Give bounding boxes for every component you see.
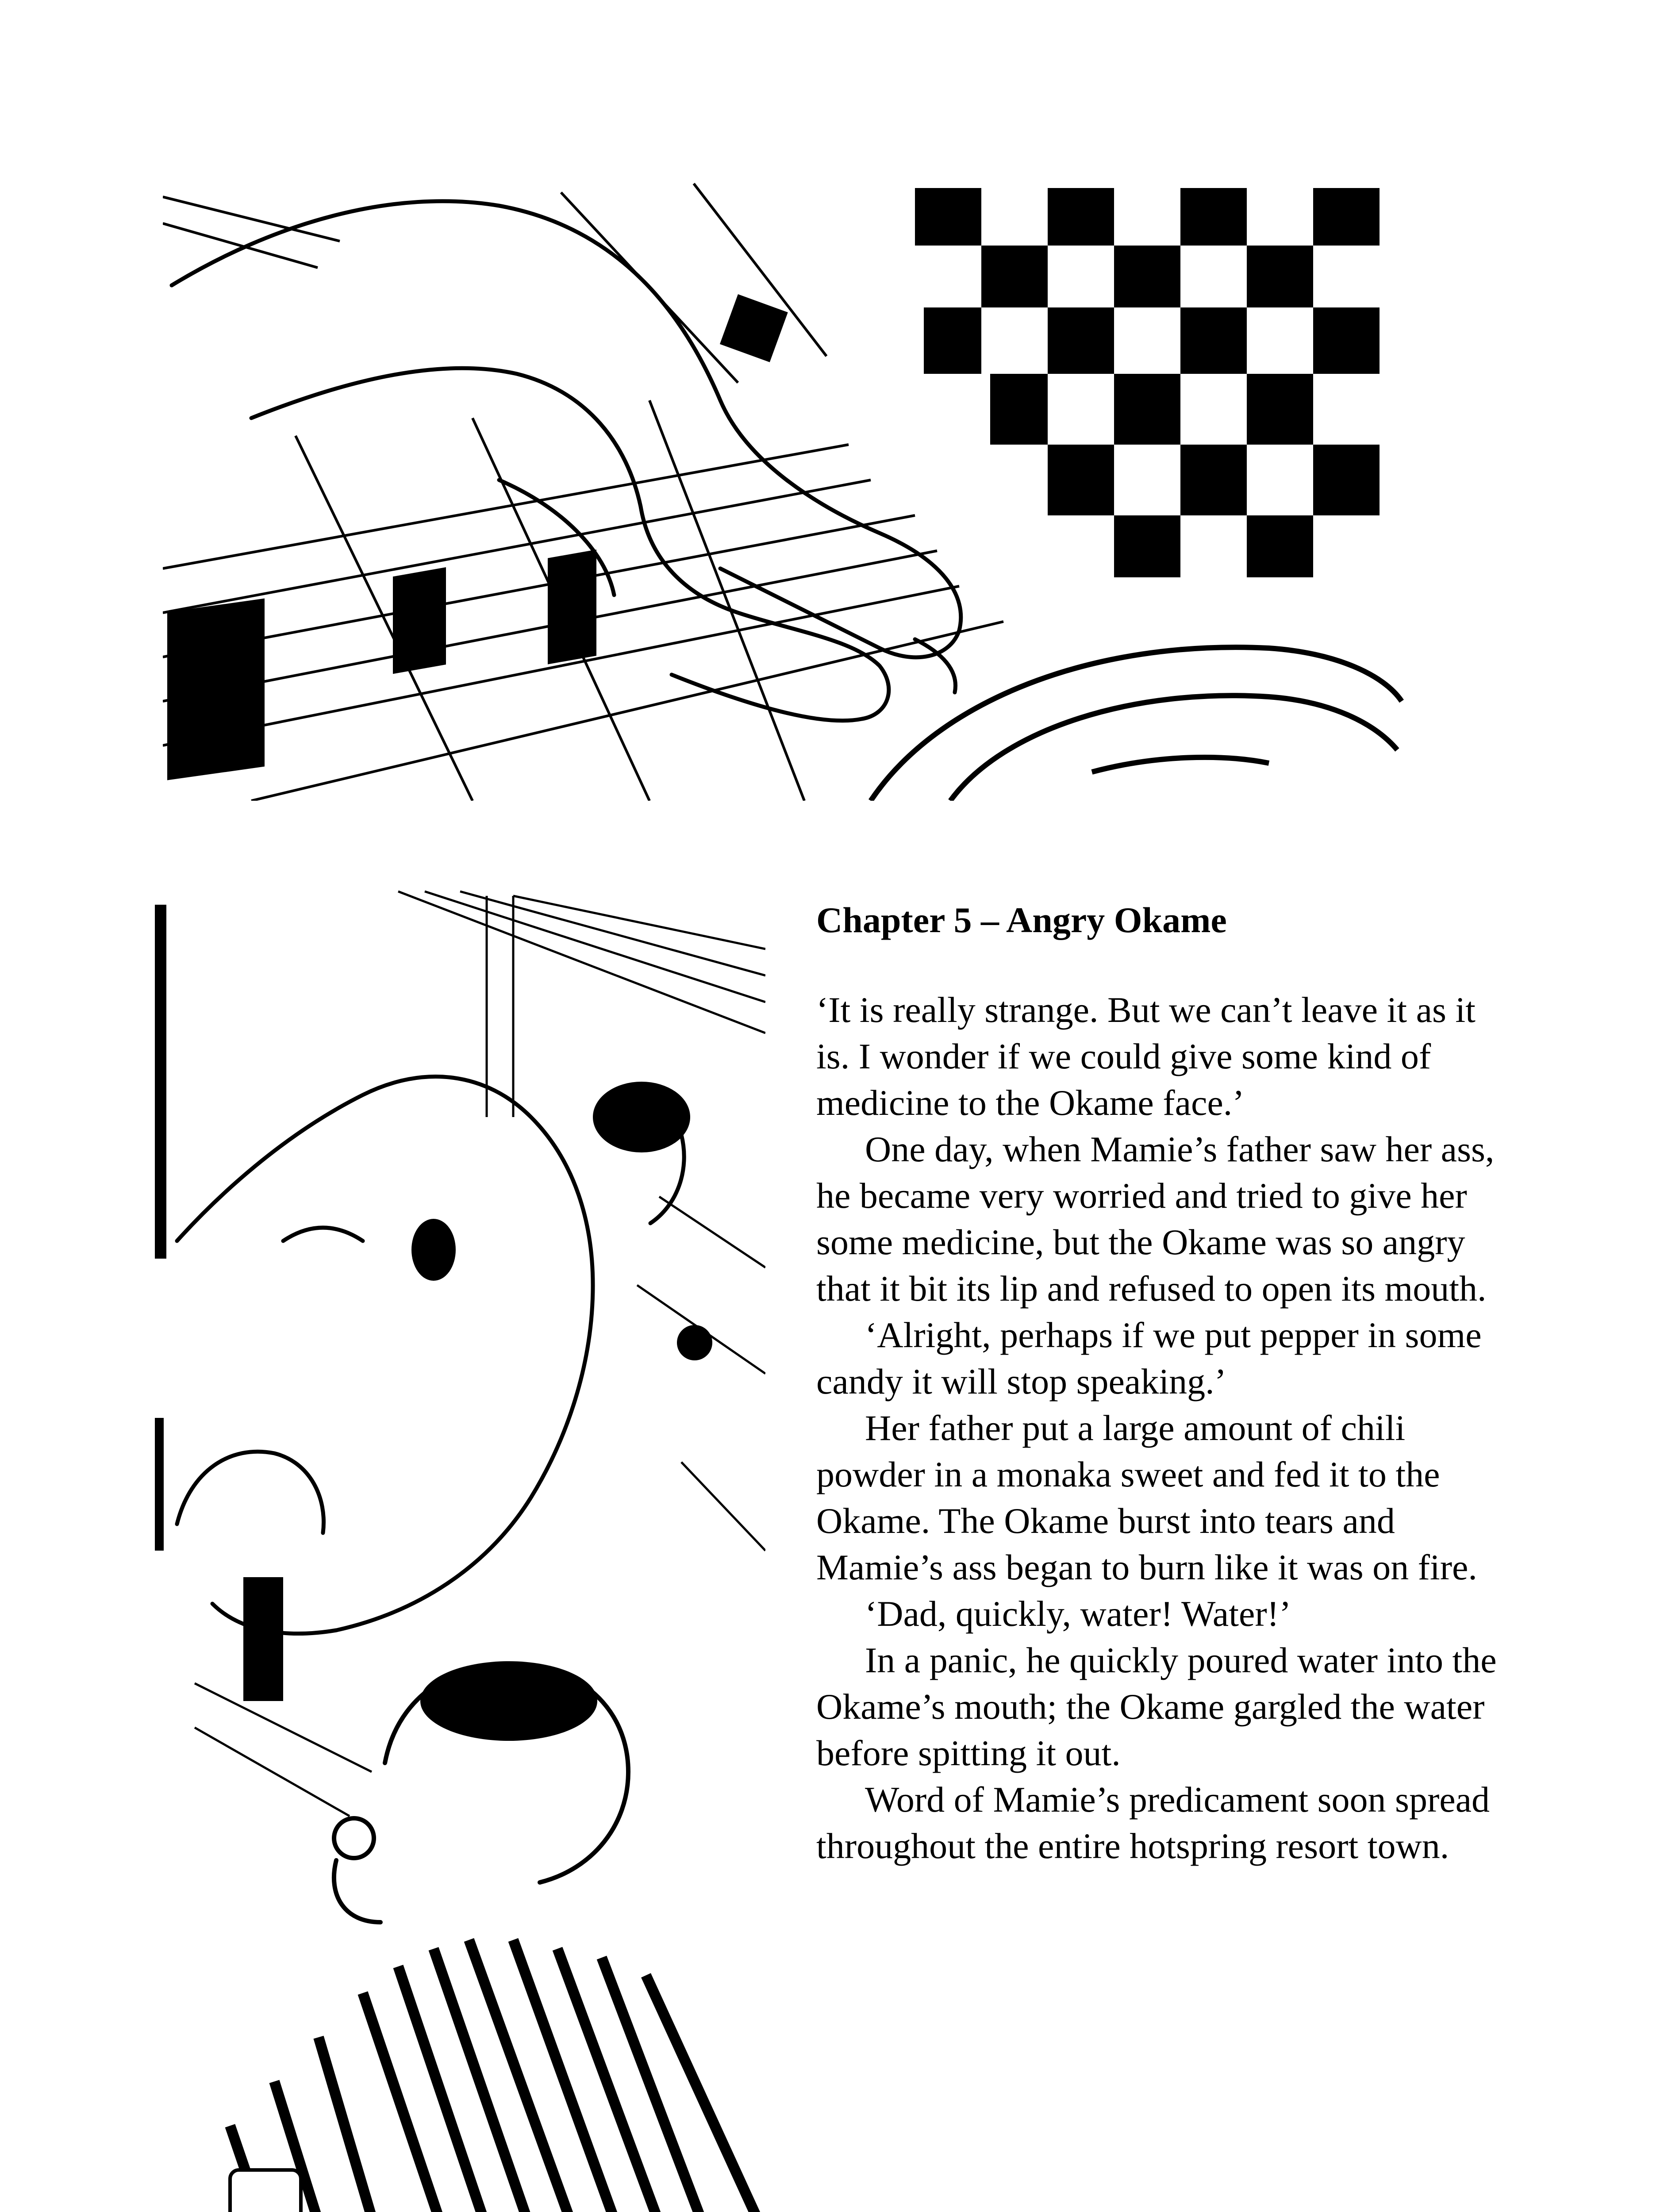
chapter-body xyxy=(816,987,1506,1869)
chapter-text-column xyxy=(816,898,1506,1869)
paragraph: ‘It is really strange. But we can’t leave it as it is. I wonder if we could give some kind of medicine to the Okame face.’ xyxy=(816,990,1476,1123)
paragraph: In a panic, he quickly poured water into the Okame’s mouth; the Okame gargled the water before spitting it out. xyxy=(816,1640,1497,1773)
father-and-mamie-illustration-icon xyxy=(150,887,765,2212)
side-illustration xyxy=(150,887,765,2212)
paragraph: Word of Mamie’s predicament soon spread throughout the entire hotspring resort town. xyxy=(816,1779,1490,1866)
paragraph: Her father put a large amount of chili powder in a monaka sweet and fed it to the Okame. The Okame burst into tears and Mamie’s ass began to burn like it was on fire. xyxy=(816,1408,1477,1587)
bath-scene-illustration-icon xyxy=(163,170,1408,801)
paragraph: ‘Alright, perhaps if we put pepper in some candy it will stop speaking.’ xyxy=(816,1315,1482,1402)
paragraph: ‘Dad, quickly, water! Water!’ xyxy=(865,1594,1291,1634)
chapter-title: Chapter 5 – Angry Okame xyxy=(816,900,1227,940)
paragraph: One day, when Mamie’s father saw her ass, he became very worried and tried to give her some medicine, but the Okame was so angry that it bit its lip and refused to open its mouth. xyxy=(816,1129,1495,1309)
top-illustration xyxy=(163,170,1408,801)
